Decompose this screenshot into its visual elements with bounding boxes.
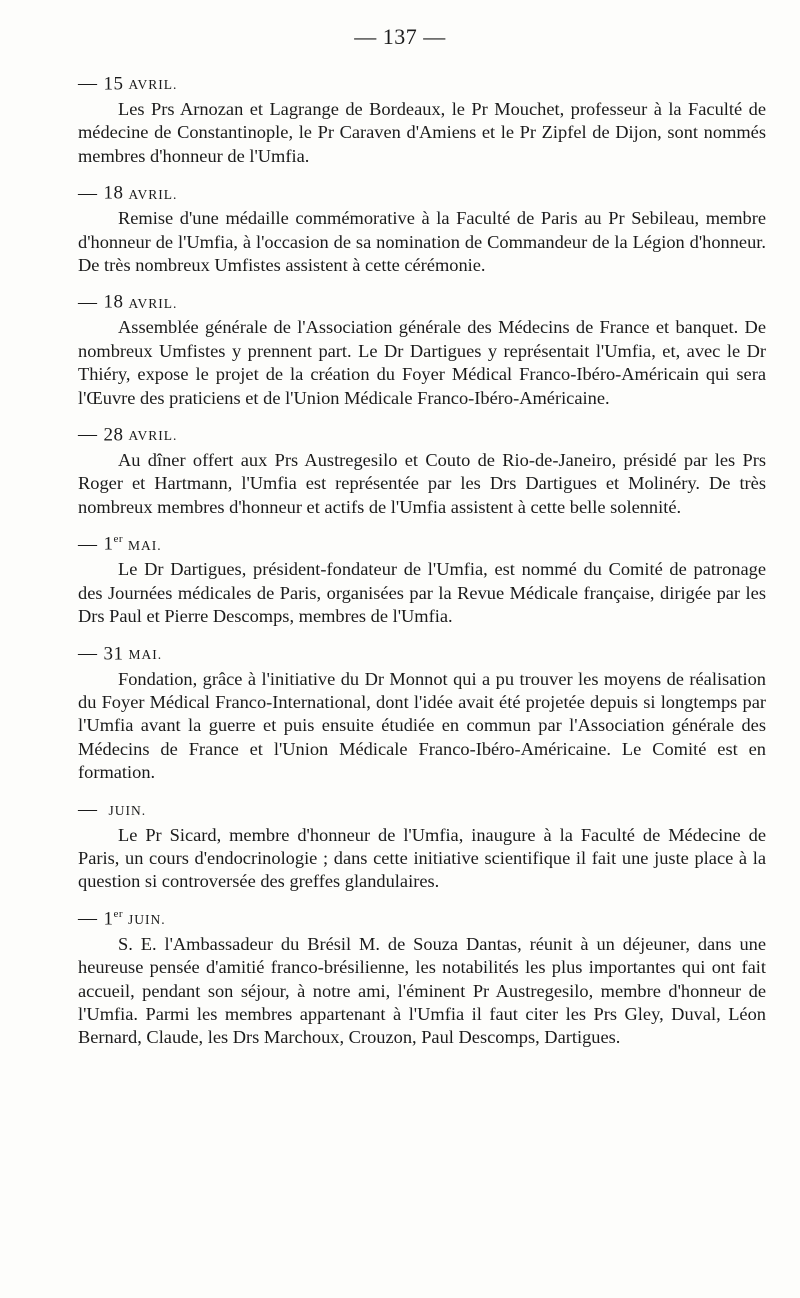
entry-text: Le Dr Dartigues, président-fondateur de l'Umfia, est nommé du Comité de patronage des Journées médicales de Paris, organisées par la Revue Médicale française, dirigée par les Drs Paul et Pierre Descomps, membres de l'Umfia. — [78, 559, 766, 627]
entry-date — [78, 177, 766, 204]
date-day: 18 — [103, 182, 124, 204]
date-day-ordinal: er — [113, 907, 124, 920]
date-dash: — — [78, 908, 98, 930]
date-dash: — — [78, 182, 98, 204]
date-month: AVRIL. — [128, 428, 178, 444]
date-month: MAI. — [128, 537, 162, 553]
entry-date — [78, 794, 766, 818]
dated-entry — [78, 794, 766, 894]
date-month: JUIN. — [128, 912, 166, 928]
date-dash: — — [78, 642, 98, 664]
entry-text: S. E. l'Ambassadeur du Brésil M. de Souza Dantas, réunit à un déjeuner, dans une heureuse pensée d'amitié franco-brésilienne, les notabilités les plus importantes qui ont fait accueil, pendant son séjour, à notre ami, l'éminent Pr Austregesilo, membre d'honneur de l'Umfia. Parmi les membres appartenant à l'Umfia il faut citer les Prs Gley, Duval, Léon Bernard, Claude, les Drs Marchoux, Crouzon, Paul Descomps, Dartigues. — [78, 933, 766, 1048]
date-month: JUIN. — [108, 802, 147, 818]
date-dash: — — [78, 533, 98, 555]
entry-date — [78, 286, 766, 313]
date-day: 15 — [103, 73, 124, 95]
dated-entry — [78, 286, 766, 410]
entry-text: Remise d'une médaille commémorative à la Faculté de Paris au Pr Sebileau, membre d'honneur de l'Umfia, à l'occasion de sa nomination de Commandeur de la Légion d'honneur. De très nombreux Umfistes assistent à cette cérémonie. — [78, 208, 766, 276]
entry-text: Au dîner offert aux Prs Austregesilo et Couto de Rio-de-Janeiro, présidé par les Prs Roger et Hartmann, l'Umfia est représentée par les Drs Dartigues et Molinéry. De très nombreux membres d'honneur et actifs de l'Umfia assistent à cette belle solennité. — [78, 450, 766, 517]
entry-date — [78, 903, 766, 930]
date-day: 18 — [103, 291, 124, 313]
page-content — [78, 68, 766, 1059]
page-number: — 137 — — [354, 24, 446, 49]
entry-text: Assemblée générale de l'Association générale des Médecins de France et banquet. De nombreux Umfistes y prennent part. Le Dr Dartigues y représentait l'Umfia, et, avec le Dr Thiéry, expose le projet de la création du Foyer Médical Franco-Ibéro-Américain qui sera l'Œuvre des praticiens et de l'Union Médicale Franco-Ibéro-Américaine. — [78, 317, 766, 408]
dated-entry — [78, 528, 766, 628]
date-day: 1 — [103, 533, 114, 555]
date-day: 31 — [103, 642, 124, 664]
dated-entry — [78, 419, 766, 519]
entry-text: Les Prs Arnozan et Lagrange de Bordeaux, le Pr Mouchet, professeur à la Faculté de médecine de Constantinople, le Pr Caraven d'Amiens et le Pr Zipfel de Dijon, sont nommés membres d'honneur de l'Umfia. — [78, 99, 766, 166]
date-day-ordinal: er — [113, 533, 124, 546]
entry-date — [78, 68, 766, 95]
entry-date — [78, 419, 766, 446]
dated-entry — [78, 903, 766, 1050]
entry-date — [78, 638, 766, 662]
date-day: 1 — [103, 908, 114, 930]
date-month: MAI. — [128, 646, 163, 662]
date-month: AVRIL. — [128, 186, 178, 202]
date-dash: — — [78, 291, 98, 313]
date-month: AVRIL. — [128, 77, 178, 93]
dated-entry — [78, 177, 766, 277]
date-dash: — — [78, 424, 98, 446]
entry-text: Le Pr Sicard, membre d'honneur de l'Umfia, inaugure à la Faculté de Médecine de Paris, un cours d'endocrinologie ; dans cette initiative scientifique il fait une juste place à la question si controversée des greffes glandulaires. — [78, 824, 766, 892]
entry-date — [78, 528, 766, 555]
dated-entry — [78, 638, 766, 785]
date-dash: — — [78, 73, 98, 95]
date-day: 28 — [103, 424, 124, 446]
date-dash: — — [78, 798, 98, 820]
date-month: AVRIL. — [128, 295, 178, 311]
dated-entry — [78, 68, 766, 168]
entry-text: Fondation, grâce à l'initiative du Dr Monnot qui a pu trouver les moyens de réalisation du Foyer Médical Franco-International, dont l'idée avait été projetée depuis si longtemps par l'Umfia avant la guerre et puis ensuite étudiée en commun par l'Association générale des Médecins de France et l'Union Médicale Franco-Ibéro-Américaine. Le Comité est en formation. — [78, 668, 766, 783]
